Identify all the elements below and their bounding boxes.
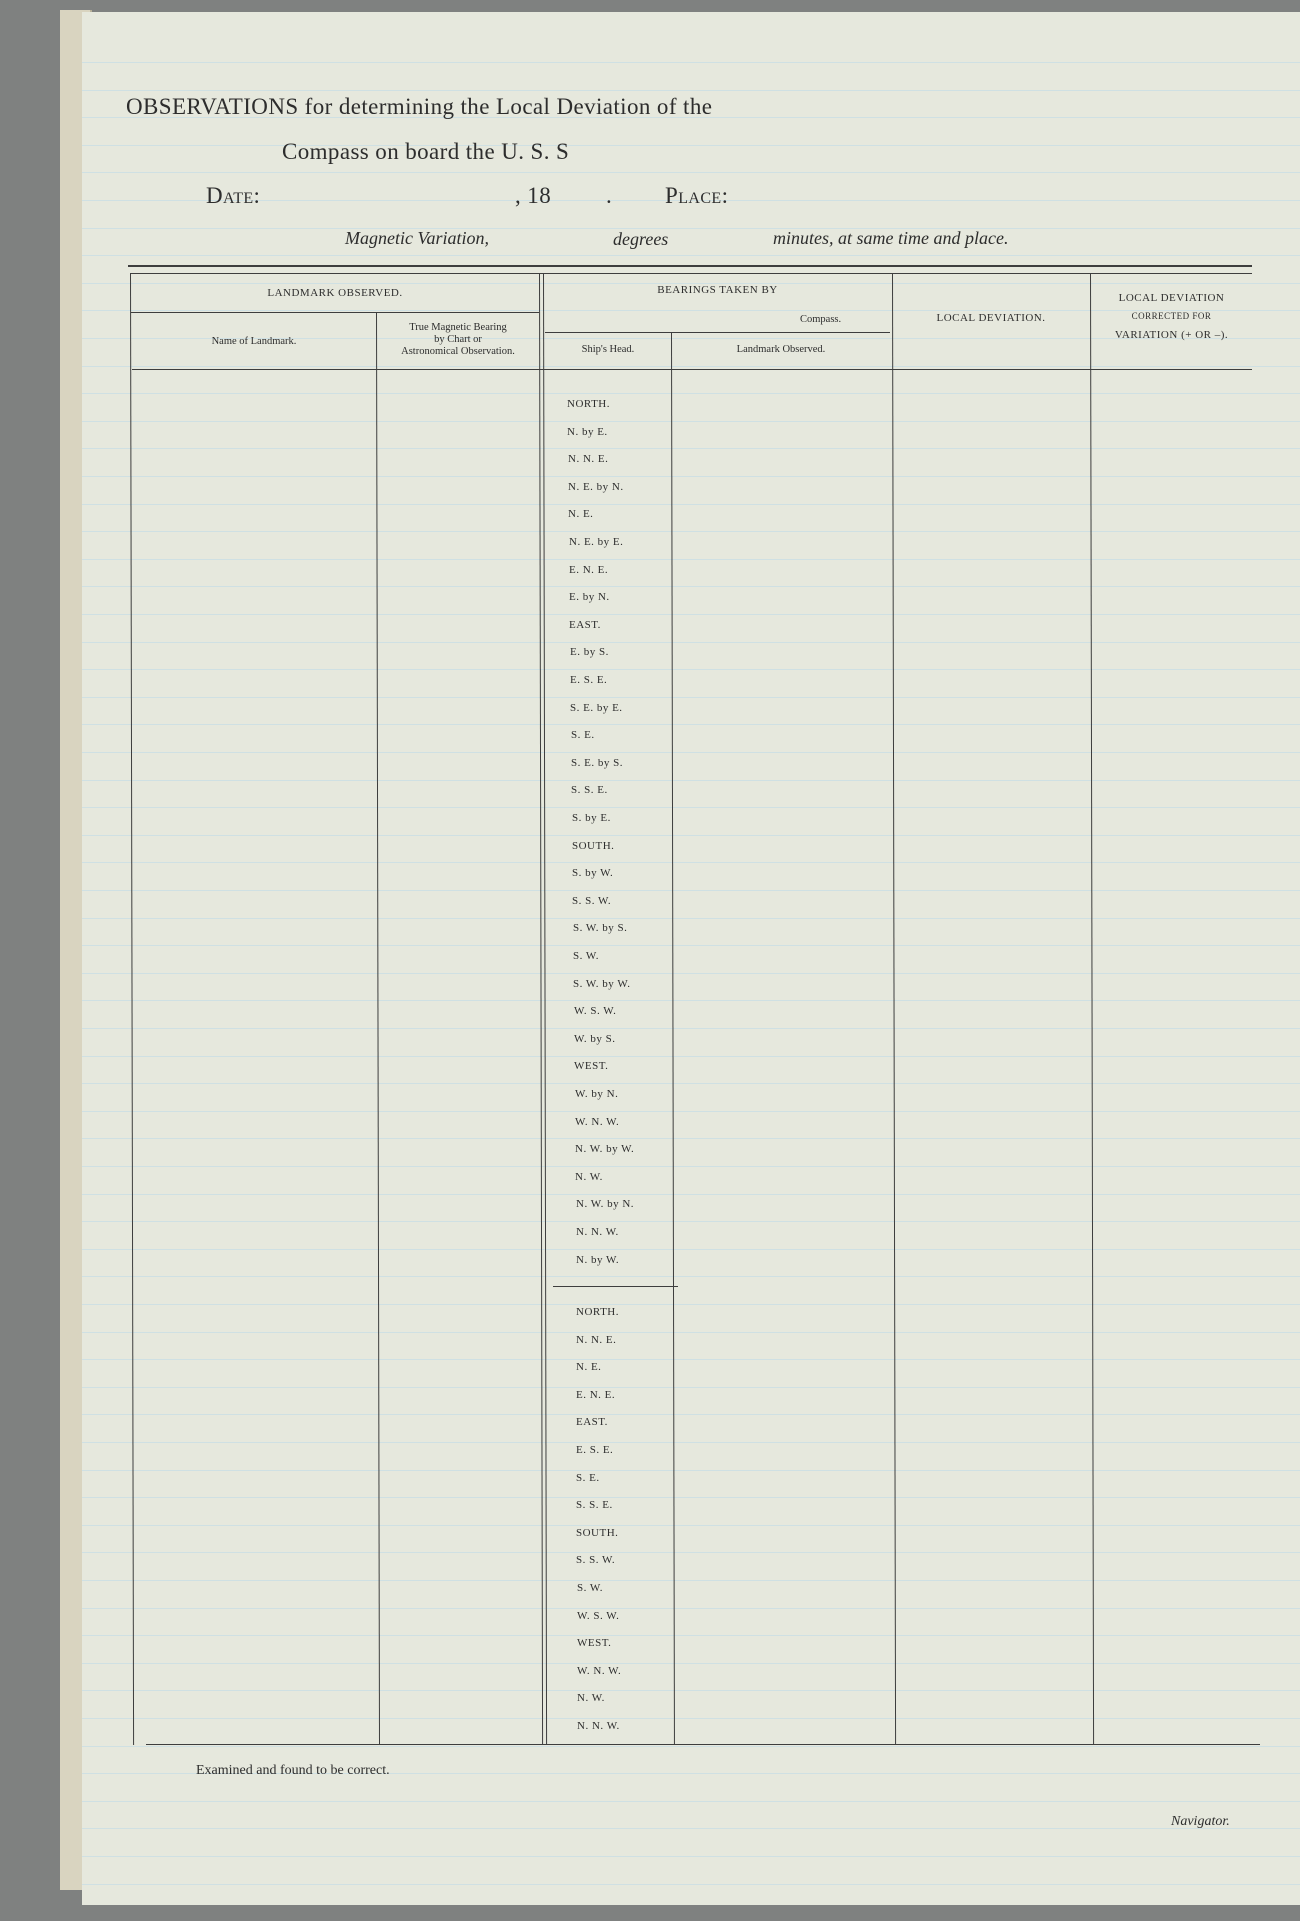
compass-point: W. S. W. xyxy=(577,1610,620,1622)
compass-point: NORTH. xyxy=(576,1306,619,1318)
examined-note: Examined and found to be correct. xyxy=(196,1763,390,1778)
compass-point: E. by N. xyxy=(569,591,610,603)
ruled-line xyxy=(82,1056,1300,1057)
date-label: Date: xyxy=(206,183,261,208)
ruled-line xyxy=(82,1166,1300,1167)
compass-point: E. by S. xyxy=(570,646,609,658)
compass-point: S. E. by E. xyxy=(570,702,623,714)
ruled-line xyxy=(82,1552,1300,1553)
ruled-line xyxy=(82,1111,1300,1112)
ruled-line xyxy=(82,669,1300,670)
compass-point: S. S. E. xyxy=(571,784,608,796)
ruled-line xyxy=(82,1828,1300,1829)
header-bottom-rule xyxy=(132,369,1252,370)
ruled-line xyxy=(82,366,1300,367)
ruled-line xyxy=(82,393,1300,394)
degrees-label: degrees xyxy=(613,229,669,249)
compass-point: N. by W. xyxy=(576,1254,620,1266)
local-deviation-corrected-header-2: CORRECTED FOR xyxy=(1131,311,1212,321)
ruled-line xyxy=(82,1470,1300,1471)
ruled-line xyxy=(82,890,1300,891)
ruled-line xyxy=(82,1221,1300,1222)
compass-point: S. S. E. xyxy=(576,1499,613,1511)
compass-point: E. S. E. xyxy=(570,674,608,686)
ruled-line xyxy=(82,1414,1300,1415)
ruled-line xyxy=(82,1359,1300,1360)
ruled-line xyxy=(82,586,1300,587)
compass-point: N. E. xyxy=(568,508,594,520)
compass-point: N. E. xyxy=(576,1361,602,1373)
ruled-line xyxy=(82,476,1300,477)
compass-point: S. S. W. xyxy=(576,1554,616,1566)
compass-point: N. W. by N. xyxy=(576,1198,635,1210)
compass-point: E. N. E. xyxy=(576,1389,616,1401)
ruled-line xyxy=(82,752,1300,753)
compass-point: W. by S. xyxy=(574,1033,616,1045)
ruled-line xyxy=(82,1718,1300,1719)
compass-point: SOUTH. xyxy=(576,1527,619,1539)
compass-point: S. E. xyxy=(571,729,595,741)
ruled-line xyxy=(82,1663,1300,1664)
ruled-line xyxy=(82,1884,1300,1885)
true-bearing-header-2: by Chart or xyxy=(434,334,482,345)
ruled-line xyxy=(82,642,1300,643)
compass-point: N. W. xyxy=(577,1692,605,1704)
compass-point: N. by E. xyxy=(567,426,608,438)
points-divider xyxy=(553,1286,678,1287)
compass-point: N. E. by E. xyxy=(569,536,624,548)
ruled-line xyxy=(82,448,1300,449)
compass-rule xyxy=(545,332,890,333)
ships-head-header: Ship's Head. xyxy=(581,344,635,355)
compass-point: W. by N. xyxy=(575,1088,619,1100)
ruled-line xyxy=(82,1387,1300,1388)
navigator-label: Navigator. xyxy=(1171,1814,1230,1829)
year-label: , 18 xyxy=(515,183,552,208)
ruled-line xyxy=(82,1000,1300,1001)
compass-point: E. S. E. xyxy=(576,1444,614,1456)
ruled-line xyxy=(82,1276,1300,1277)
compass-point: N. N. W. xyxy=(576,1226,619,1238)
local-deviation-corrected-header-3: VARIATION (+ OR –). xyxy=(1114,329,1229,341)
compass-point: N. N. E. xyxy=(568,453,609,465)
ruled-line xyxy=(82,1580,1300,1581)
compass-point: S. W. by W. xyxy=(573,978,631,990)
ruled-line xyxy=(82,945,1300,946)
ruled-line xyxy=(82,1856,1300,1857)
ruled-line xyxy=(82,1690,1300,1691)
local-deviation-corrected-header-1: LOCAL DEVIATION xyxy=(1118,292,1225,304)
compass-point: S. by W. xyxy=(572,867,614,879)
compass-point: W. S. W. xyxy=(574,1005,617,1017)
compass-point: S. by E. xyxy=(572,812,611,824)
ruled-line xyxy=(82,835,1300,836)
ruled-line xyxy=(82,228,1300,229)
minutes-label: minutes, at same time and place. xyxy=(773,228,1009,248)
ruled-line xyxy=(82,724,1300,725)
ruled-line xyxy=(82,1083,1300,1084)
ruled-line xyxy=(82,973,1300,974)
ruled-line xyxy=(82,780,1300,781)
compass-point: S. S. W. xyxy=(572,895,612,907)
ruled-line xyxy=(82,559,1300,560)
form-title-line2: Compass on board the U. S. S xyxy=(282,139,570,164)
compass-point: N. W. by W. xyxy=(575,1143,635,1155)
ruled-line xyxy=(82,90,1300,91)
ruled-line xyxy=(82,1608,1300,1609)
ruled-line xyxy=(82,1801,1300,1802)
compass-point: EAST. xyxy=(569,619,601,631)
ruled-line xyxy=(82,1249,1300,1250)
compass-point: NORTH. xyxy=(567,398,610,410)
ruled-line xyxy=(82,504,1300,505)
magnetic-variation-label: Magnetic Variation, xyxy=(345,228,489,248)
date-period: . xyxy=(606,183,613,208)
ruled-line xyxy=(82,1332,1300,1333)
ruled-line xyxy=(82,862,1300,863)
ruled-line xyxy=(82,421,1300,422)
compass-point: S. W. xyxy=(577,1582,604,1594)
compass-point: S. E. by S. xyxy=(571,757,623,769)
table-top-rule-thin xyxy=(130,273,1252,274)
ruled-line xyxy=(82,1635,1300,1636)
ruled-line xyxy=(82,1746,1300,1747)
ruled-line xyxy=(82,1028,1300,1029)
compass-point: W. N. W. xyxy=(577,1665,622,1677)
ruled-line xyxy=(82,1138,1300,1139)
ruled-line xyxy=(82,614,1300,615)
ruled-line xyxy=(82,1497,1300,1498)
local-deviation-header: LOCAL DEVIATION. xyxy=(936,312,1046,324)
compass-point: S. W. by S. xyxy=(573,922,628,934)
ruled-line xyxy=(82,145,1300,146)
ruled-line xyxy=(82,172,1300,173)
place-label: Place: xyxy=(665,183,729,208)
ruled-line xyxy=(82,255,1300,256)
compass-point: N. N. W. xyxy=(577,1720,620,1732)
ruled-line xyxy=(82,1304,1300,1305)
compass-point: SOUTH. xyxy=(572,840,615,852)
bearings-taken-by-header: BEARINGS TAKEN BY xyxy=(657,284,778,296)
ruled-line xyxy=(82,531,1300,532)
ruled-line xyxy=(82,1442,1300,1443)
compass-point: WEST. xyxy=(574,1060,609,1072)
compass-header: Compass. xyxy=(800,314,842,325)
landmark-observed-header: LANDMARK OBSERVED. xyxy=(267,287,403,299)
compass-point: N. N. E. xyxy=(576,1334,617,1346)
ruled-line xyxy=(82,1194,1300,1195)
true-bearing-header-3: Astronomical Observation. xyxy=(401,346,515,357)
ruled-line xyxy=(82,62,1300,63)
compass-point: EAST. xyxy=(576,1416,608,1428)
ruled-line xyxy=(82,807,1300,808)
compass-point: W. N. W. xyxy=(575,1116,620,1128)
true-bearing-header-1: True Magnetic Bearing xyxy=(409,322,507,333)
form-title: OBSERVATIONS for determining the Local Deviation of the xyxy=(126,94,713,119)
ruled-line xyxy=(82,918,1300,919)
compass-point: S. W. xyxy=(573,950,600,962)
compass-point: S. E. xyxy=(576,1472,600,1484)
ruled-line xyxy=(82,1525,1300,1526)
landmark-header-rule xyxy=(131,312,539,313)
table-top-rule xyxy=(128,265,1252,267)
compass-point: E. N. E. xyxy=(569,564,609,576)
compass-point: N. E. by N. xyxy=(568,481,624,493)
name-of-landmark-header: Name of Landmark. xyxy=(211,336,297,347)
compass-point: N. W. xyxy=(575,1171,603,1183)
compass-point: WEST. xyxy=(577,1637,612,1649)
ruled-line xyxy=(82,697,1300,698)
landmark-observed-subheader: Landmark Observed. xyxy=(736,344,826,355)
